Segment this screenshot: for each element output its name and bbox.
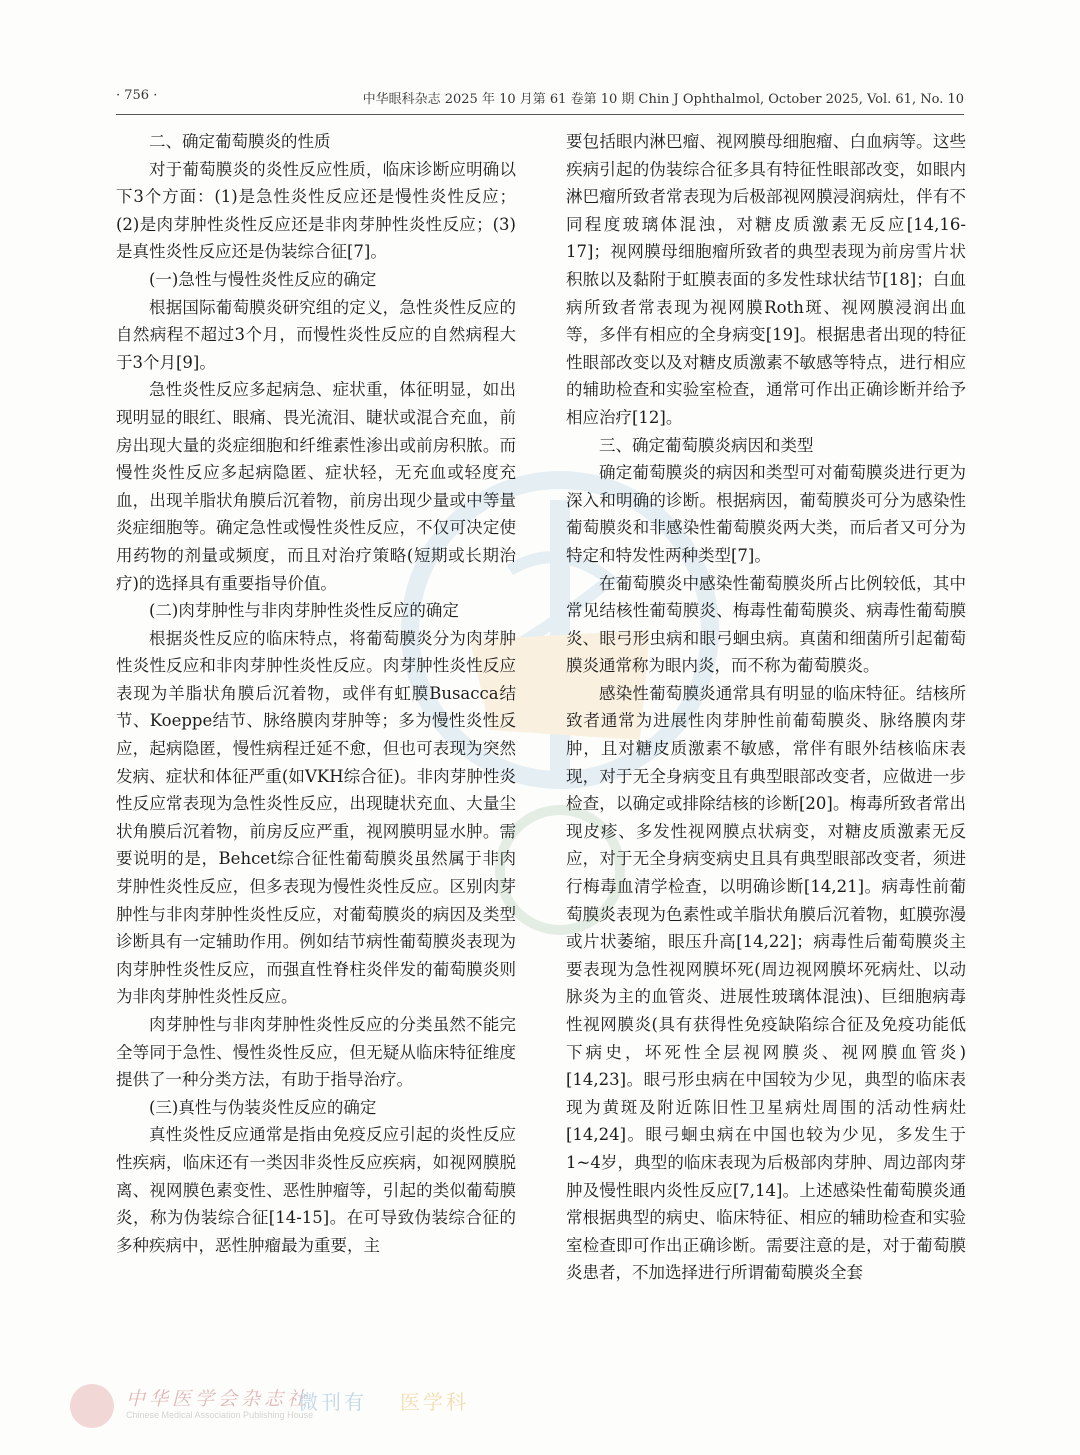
- body-paragraph: 根据国际葡萄膜炎研究组的定义，急性炎性反应的自然病程不超过3个月，而慢性炎性反应的自然病程大于3个月[9]。: [116, 297, 516, 372]
- body-paragraph: 在葡萄膜炎中感染性葡萄膜炎所占比例较低，其中常见结核性葡萄膜炎、梅毒性葡萄膜炎、病毒性葡萄膜炎、眼弓形虫病和眼弓蛔虫病。真菌和细菌所引起葡萄膜炎通常称为眼内炎，而不称为葡萄膜炎。: [566, 573, 966, 676]
- publisher-name-en: Chinese Medical Association Publishing House: [126, 1410, 314, 1420]
- publisher-emblem-icon: [70, 1384, 114, 1428]
- running-header: [116, 86, 964, 110]
- subsection-heading: (二)肉芽肿性与非肉芽肿性炎性反应的确定: [149, 601, 459, 621]
- section-heading: 三、确定葡萄膜炎病因和类型: [599, 435, 814, 455]
- body-paragraph: 根据炎性反应的临床特点，将葡萄膜炎分为肉芽肿性炎性反应和非肉芽肿性炎性反应。肉芽肿性炎性反应表现为羊脂状角膜后沉着物，或伴有虹膜Busacca结节、Koeppe结节、脉络膜肉芽肿等；多为慢性炎性反应，起病隐匿，慢性病程迁延不愈，但也可表现为突然发病、症状和体征严重(如VKH综合征)。非肉芽肿性炎性反应常表现为急性炎性反应，出现睫状充血、大量尘状角膜后沉着物，前房反应严重，视网膜明显水肿。需要说明的是，Behcet综合征性葡萄膜炎虽然属于非肉芽肿性炎性反应，但多表现为慢性炎性反应。区别肉芽肿性与非肉芽肿性炎性反应，对葡萄膜炎的病因及类型诊断具有一定辅助作用。例如结节病性葡萄膜炎表现为肉芽肿性炎性反应，而强直性脊柱炎伴发的葡萄膜炎则为非肉芽肿性炎性反应。: [116, 628, 516, 1007]
- page-number: · 756 ·: [116, 88, 158, 103]
- footer-tag-2: 医学科: [400, 1390, 469, 1414]
- footer-tag-1: 微刊有: [298, 1390, 367, 1414]
- body-paragraph: 感染性葡萄膜炎通常具有明显的临床特征。结核所致者通常为进展性肉芽肿性前葡萄膜炎、脉络膜肉芽肿，且对糖皮质激素不敏感，常伴有眼外结核临床表现，对于无全身病变且有典型眼部改变者，应做进一步检查，以确定或排除结核的诊断[20]。梅毒所致者常出现皮疹、多发性视网膜点状病变，对糖皮质激素无反应，对于无全身病变病史且具有典型眼部改变者，须进行梅毒血清学检查，以明确诊断[14,21]。病毒性前葡萄膜炎表现为色素性或羊脂状角膜后沉着物，虹膜弥漫或片状萎缩，眼压升高[14,22]；病毒性后葡萄膜炎主要表现为急性视网膜坏死(周边视网膜坏死病灶、以动脉炎为主的血管炎、进展性玻璃体混浊)、巨细胞病毒性视网膜炎(具有获得性免疫缺陷综合征及免疫功能低下病史，坏死性全层视网膜炎、视网膜血管炎)[14,23]。眼弓形虫病在中国较为少见，典型的临床表现为黄斑及附近陈旧性卫星病灶周围的活动性病灶[14,24]。眼弓蛔虫病在中国也较为少见，多发生于1~4岁，典型的临床表现为后极部肉芽肿、周边部肉芽肿及慢性眼内炎性反应[7,14]。上述感染性葡萄膜炎通常根据典型的病史、临床特征、相应的辅助检查和实验室检查即可作出正确诊断。需要注意的是，对于葡萄膜炎患者，不加选择进行所谓葡萄膜炎全套: [566, 683, 966, 1283]
- subsection-heading: (三)真性与伪装炎性反应的确定: [149, 1097, 377, 1117]
- left-column: [116, 128, 516, 1259]
- body-paragraph: 肉芽肿性与非肉芽肿性炎性反应的分类虽然不能完全等同于急性、慢性炎性反应，但无疑从临床特征维度提供了一种分类方法，有助于指导治疗。: [116, 1015, 516, 1090]
- body-paragraph: 确定葡萄膜炎的病因和类型可对葡萄膜炎进行更为深入和明确的诊断。根据病因，葡萄膜炎可分为感染性葡萄膜炎和非感染性葡萄膜炎两大类，而后者又可分为特定和特发性两种类型[7]。: [566, 463, 966, 565]
- publisher-logo: [70, 1382, 490, 1432]
- body-paragraph: 真性炎性反应通常是指由免疫反应引起的炎性反应性疾病，临床还有一类因非炎性反应疾病，如视网膜脱离、视网膜色素变性、恶性肿瘤等，引起的类似葡萄膜炎，称为伪装综合征[14-15]。在可导致伪装综合征的多种疾病中，恶性肿瘤最为重要，主: [116, 1125, 516, 1255]
- body-paragraph-continued: 要包括眼内淋巴瘤、视网膜母细胞瘤、白血病等。这些疾病引起的伪装综合征多具有特征性眼部改变，如眼内淋巴瘤所致者常表现为后极部视网膜浸润病灶，伴有不同程度玻璃体混浊，对糖皮质激素无反应[14,16-17]；视网膜母细胞瘤所致者的典型表现为前房雪片状积脓以及黏附于虹膜表面的多发性球状结节[18]；白血病所致者常表现为视网膜Roth斑、视网膜浸润出血等，多伴有相应的全身病变[19]。根据患者出现的特征性眼部改变以及对糖皮质激素不敏感等特点，进行相应的辅助检查和实验室检查，通常可作出正确诊断并给予相应治疗[12]。: [566, 132, 966, 427]
- header-rule: [116, 114, 964, 115]
- section-heading: 二、确定葡萄膜炎的性质: [149, 132, 331, 151]
- journal-citation: 中华眼科杂志 2025 年 10 月第 61 卷第 10 期 Chin J Ophthalmol, October 2025, Vol. 61, No. 10: [362, 92, 964, 107]
- right-column: [566, 128, 966, 1287]
- body-paragraph: 急性炎性反应多起病急、症状重，体征明显，如出现明显的眼红、眼痛、畏光流泪、睫状或混合充血，前房出现大量的炎症细胞和纤维素性渗出或前房积脓。而慢性炎性反应多起病隐匿、症状轻，无充血或轻度充血，出现羊脂状角膜后沉着物，前房出现少量或中等量炎症细胞等。确定急性或慢性炎性反应，不仅可决定使用药物的剂量或频度，而且对治疗策略(短期或长期治疗)的选择具有重要指导价值。: [116, 380, 516, 593]
- publisher-name-cn: 中华医学会杂志社: [126, 1388, 311, 1410]
- subsection-heading: (一)急性与慢性炎性反应的确定: [149, 269, 377, 289]
- body-paragraph: 对于葡萄膜炎的炎性反应性质，临床诊断应明确以下3个方面：(1)是急性炎性反应还是慢性炎性反应；(2)是肉芽肿性炎性反应还是非肉芽肿性炎性反应；(3)是真性炎性反应还是伪装综合征[7]。: [116, 159, 516, 262]
